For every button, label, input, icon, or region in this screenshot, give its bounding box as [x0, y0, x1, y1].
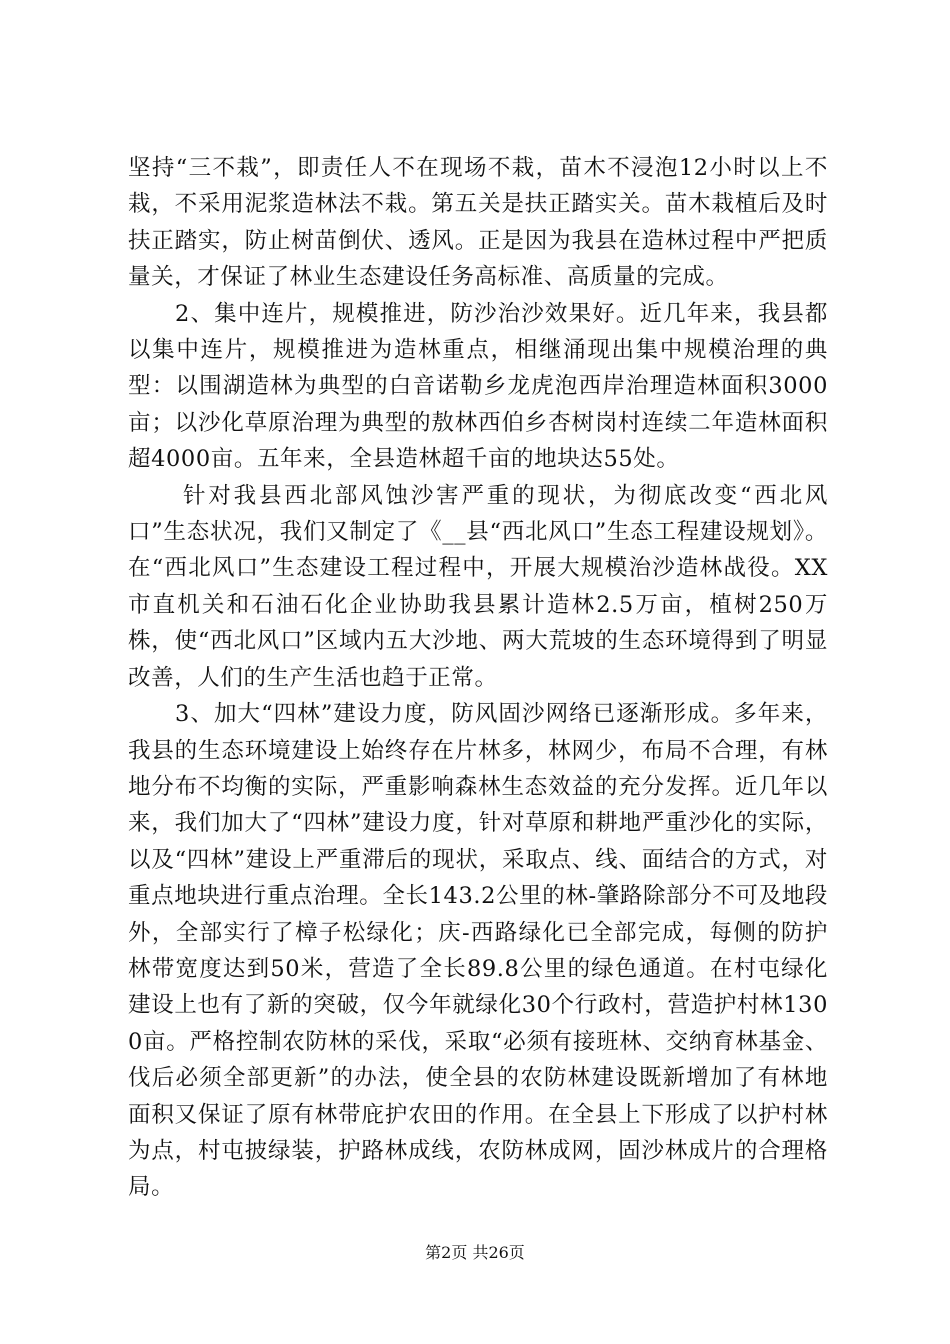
- paragraph-continuation: 坚持“三不栽”，即责任人不在现场不栽，苗木不浸泡12小时以上不栽，不采用泥浆造林法不栽。第五关是扶正踏实关。苗木栽植后及时扶正踏实，防止树苗倒伏、透风。正是因为我县在造林过程中严把质量关，才保证了林业生态建设任务高标准、高质量的完成。: [128, 155, 828, 291]
- paragraph-northwest-wind-gap: 针对我县西北部风蚀沙害严重的现状，为彻底改变“西北风口”生态状况，我们又制定了《__县“西北风口”生态工程建设规划》。在“西北风口”生态建设工程过程中，开展大规模治沙造林战役。XX市直机关和石油石化企业协助我县累计造林2.5万亩，植树250万株，使“西北风口”区域内五大沙地、两大荒坡的生态环境得到了明显改善，人们的生产生活也趋于正常。: [128, 482, 828, 691]
- document-body: [128, 150, 828, 1206]
- paragraph-concentrated-planting: 2、集中连片，规模推进，防沙治沙效果好。近几年来，我县都以集中连片，规模推进为造林重点，相继涌现出集中规模治理的典型：以围湖造林为典型的白音诺勒乡龙虎泡西岸治理造林面积3000亩；以沙化草原治理为典型的敖林西伯乡杏树岗村连续二年造林面积超4000亩。五年来，全县造林超千亩的地块达55处。: [128, 300, 828, 473]
- page-number-footer: 第2页 共26页: [425, 1243, 525, 1262]
- paragraph-four-forests: 3、加大“四林”建设力度，防风固沙网络已逐渐形成。多年来，我县的生态环境建设上始终存在片林多，林网少，布局不合理，有林地分布不均衡的实际，严重影响森林生态效益的充分发挥。近几年以来，我们加大了“四林”建设力度，针对草原和耕地严重沙化的实际，以及“四林”建设上严重滞后的现状，采取点、线、面结合的方式，对重点地块进行重点治理。全长143.2公里的林-肇路除部分不可及地段外，全部实行了樟子松绿化；庆-西路绿化已全部完成，每侧的防护林带宽度达到50米，营造了全长89.8公里的绿色通道。在村屯绿化建设上也有了新的突破，仅今年就绿化30个行政村，营造护村林1300亩。严格控制农防林的采伐，采取“必须有接班林、交纳育林基金、伐后必须全部更新”的办法，使全县的农防林建设既新增加了有林地面积又保证了原有林带庇护农田的作用。在全县上下形成了以护村林为点，村屯披绿装，护路林成线，农防林成网，固沙林成片的合理格局。: [128, 701, 828, 1201]
